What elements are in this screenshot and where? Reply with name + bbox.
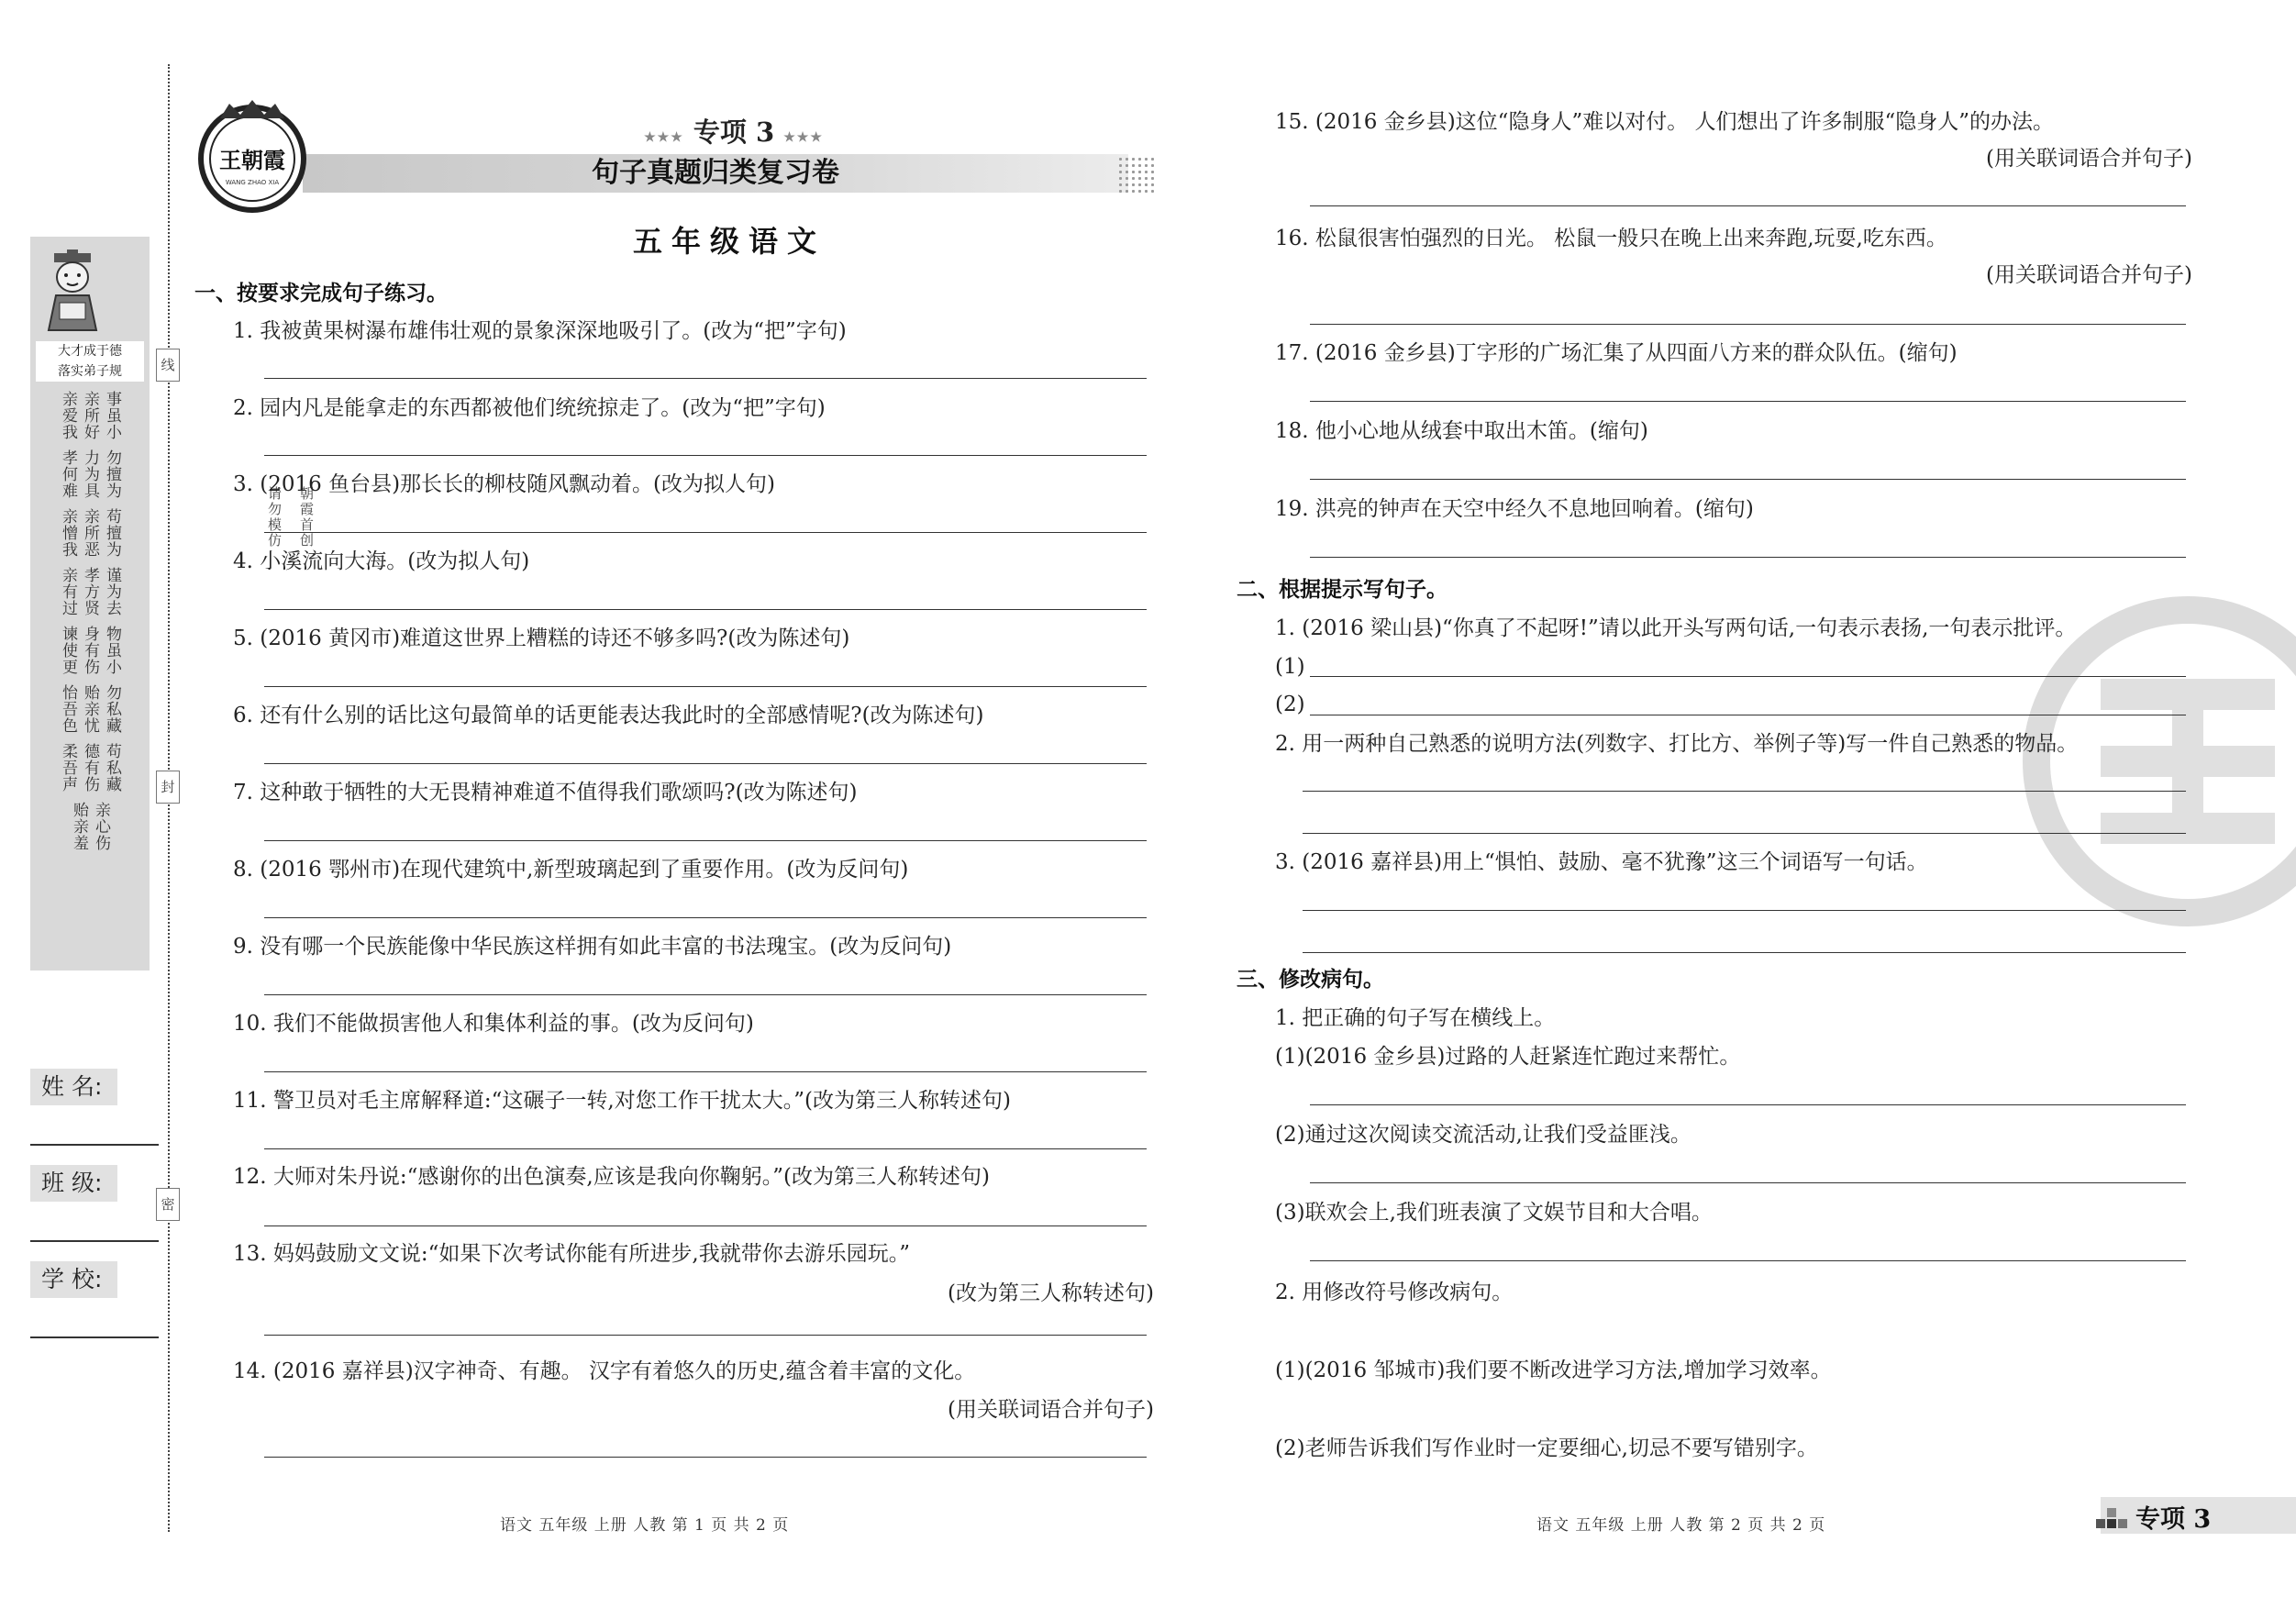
answer-line[interactable] [264, 1335, 1147, 1336]
answer-line[interactable] [264, 763, 1147, 764]
binding-mark-secret: 密 [156, 1188, 180, 1221]
motto [36, 341, 144, 382]
question-13: 13. 妈妈鼓励文文说:“如果下次考试你能有所进步,我就带你去游乐园玩。” [233, 1242, 910, 1266]
section-3-q1-part-2: (2)通过这次阅读交流活动,让我们受益匪浅。 [1275, 1123, 1691, 1147]
question-8: 8. (2016 鄂州市)在现代建筑中,新型玻璃起到了重要作用。(改为反问句) [233, 858, 909, 882]
question-9: 9. 没有哪一个民族能像中华民族这样拥有如此丰富的书法瑰宝。(改为反问句) [233, 935, 952, 959]
question-18: 18. 他小心地从绒套中取出木笛。(缩句) [1275, 419, 1648, 443]
section-3-q2-part-2[interactable]: (2)老师告诉我们写作业时一定要细心,切忌不要写错别字。 [1275, 1436, 1818, 1460]
special-topic-text: 专项 3 [693, 116, 775, 148]
verse-column: 贻亲羞 [70, 802, 88, 851]
name-field[interactable] [30, 1144, 159, 1146]
verse-column: 怡吾色 [59, 684, 77, 734]
binding-mark-line: 线 [156, 349, 180, 382]
answer-line[interactable] [264, 1457, 1147, 1458]
question-10: 10. 我们不能做损害他人和集体利益的事。(改为反问句) [233, 1012, 754, 1036]
verse-group [36, 802, 144, 851]
class-row [30, 1165, 159, 1261]
seal-watermark-icon [2023, 596, 2296, 926]
answer-line[interactable] [1310, 324, 2186, 325]
answer-line[interactable] [264, 917, 1147, 918]
page-2-footer: 语文 五年级 上册 人教 第 2 页 共 2 页 [1536, 1516, 1826, 1535]
verse-column: 亲所好 [81, 391, 99, 440]
question-19: 19. 洪亮的钟声在天空中经久不息地回响着。(缩句) [1275, 497, 1754, 521]
verse-group [36, 449, 144, 499]
section-3-question-1: 1. 把正确的句子写在横线上。 [1275, 1006, 1556, 1030]
logo-subtext: WANG ZHAO XIA [225, 179, 280, 186]
answer-line[interactable] [1303, 833, 2186, 834]
verse-column: 亲所恶 [81, 508, 99, 558]
answer-line[interactable] [264, 378, 1147, 379]
answer-line[interactable] [1303, 910, 2186, 911]
section-2-question-1: 1. (2016 梁山县)“你真了不起呀!”请以此开头写两句话,一句表示表扬,一句表示批评。 [1275, 616, 2077, 640]
warning-text-2: 请勿模仿 [266, 486, 283, 549]
question-3: 3. (2016 鱼台县)那长长的柳枝随风飘动着。(改为拟人句) [233, 472, 775, 496]
corner-squares-icon [2096, 1504, 2129, 1530]
question-14: 14. (2016 嘉祥县)汉字神奇、有趣。 汉字有着悠久的历史,蕴含着丰富的文化。 [233, 1359, 976, 1383]
verse-column: 孝方贤 [81, 567, 99, 616]
verse-column: 物虽小 [103, 626, 121, 675]
answer-line[interactable] [264, 994, 1147, 995]
class-label: 班 级: [30, 1165, 117, 1202]
section-3-q1-part-1: (1)(2016 金乡县)过路的人赶紧连忙跑过来帮忙。 [1275, 1045, 1741, 1069]
dizigui-verses [36, 391, 144, 851]
binding-mark-seal: 封 [156, 771, 180, 804]
answer-line[interactable] [264, 532, 1147, 533]
star-decoration-right: ★★★ [783, 130, 824, 145]
logo-text: 王朝霞 [219, 147, 285, 173]
answer-line[interactable] [1310, 1104, 2186, 1105]
answer-line[interactable] [1310, 401, 2186, 402]
section-3-question-2: 2. 用修改符号修改病句。 [1275, 1281, 1514, 1304]
class-field[interactable] [30, 1240, 159, 1242]
answer-line[interactable] [264, 686, 1147, 687]
answer-line[interactable] [1303, 791, 2186, 792]
answer-line[interactable] [264, 609, 1147, 610]
verse-column: 柔吾声 [59, 743, 77, 793]
answer-line[interactable] [1310, 1182, 2186, 1183]
school-label: 学 校: [30, 1261, 117, 1298]
section-2-question-3: 3. (2016 嘉祥县)用上“惧怕、鼓励、毫不犹豫”这三个词语写一句话。 [1275, 850, 1928, 874]
paper-title: 句子真题归类复习卷 [592, 157, 839, 189]
verse-column: 苟私藏 [103, 743, 121, 793]
verse-group [36, 567, 144, 616]
verse-column: 谨为去 [103, 567, 121, 616]
section-1-heading: 一、按要求完成句子练习。 [194, 282, 448, 305]
verse-column: 身有伤 [81, 626, 99, 675]
special-topic-label [624, 112, 844, 150]
question-15-requirement: (用关联词语合并句子) [1986, 147, 2192, 171]
question-7: 7. 这种敢于牺牲的大无畏精神难道不值得我们歌颂吗?(改为陈述句) [233, 781, 858, 804]
verse-column: 勿私藏 [103, 684, 121, 734]
answer-line[interactable] [1310, 205, 2186, 206]
corner-topic-label: 专项 3 [2135, 1505, 2212, 1534]
answer-line[interactable] [1310, 676, 2186, 677]
publisher-logo [193, 96, 312, 216]
warning-text-1: 朝霞首创 [298, 486, 315, 549]
verse-column: 亲爱我 [59, 391, 77, 440]
verse-group [36, 391, 144, 440]
verse-column: 贻亲忧 [81, 684, 99, 734]
verse-column: 勿擅为 [103, 449, 121, 499]
verse-column: 亲心伤 [92, 802, 110, 851]
question-1: 1. 我被黄果树瀑布雄伟壮观的景象深深地吸引了。(改为“把”字句) [233, 319, 847, 343]
question-13-requirement: (改为第三人称转述句) [948, 1281, 1154, 1305]
question-11: 11. 警卫员对毛主席解释道:“这碾子一转,对您工作干扰太大。”(改为第三人称转述句) [233, 1089, 1011, 1113]
question-17: 17. (2016 金乡县)丁字形的广场汇集了从四面八方来的群众队伍。(缩句) [1275, 341, 1958, 365]
question-12: 12. 大师对朱丹说:“感谢你的出色演奏,应该是我向你鞠躬。”(改为第三人称转述句) [233, 1165, 990, 1189]
verse-column: 亲有过 [59, 567, 77, 616]
grade-subject-title: 五年级语文 [632, 224, 826, 259]
verse-column: 亲憎我 [59, 508, 77, 558]
question-4: 4. 小溪流向大海。(改为拟人句) [233, 549, 530, 573]
verse-column: 德有伤 [81, 743, 99, 793]
school-row [30, 1261, 159, 1358]
star-decoration-left: ★★★ [644, 130, 684, 145]
question-14-requirement: (用关联词语合并句子) [948, 1398, 1154, 1422]
section-3-q1-part-3: (3)联欢会上,我们班表演了文娱节目和大合唱。 [1275, 1201, 1713, 1225]
question-6: 6. 还有什么别的话比这句最简单的话更能表达我此时的全部感情呢?(改为陈述句) [233, 704, 984, 727]
section-2-q1-part-1-label: (1) [1275, 655, 1305, 679]
page-1-footer: 语文 五年级 上册 人教 第 1 页 共 2 页 [500, 1516, 790, 1535]
verse-group [36, 626, 144, 675]
dizigui-panel [30, 237, 150, 970]
verse-group [36, 684, 144, 734]
question-15: 15. (2016 金乡县)这位“隐身人”难以对付。 人们想出了许多制服“隐身人”的办法。 [1275, 110, 2055, 134]
scholar-boy-icon [36, 250, 109, 332]
student-info [30, 1069, 159, 1358]
answer-line[interactable] [1310, 479, 2186, 480]
section-2-heading: 二、根据提示写句子。 [1237, 578, 1447, 602]
section-3-heading: 三、修改病句。 [1237, 968, 1384, 992]
question-16: 16. 松鼠很害怕强烈的日光。 松鼠一般只在晚上出来奔跑,玩耍,吃东西。 [1275, 227, 1947, 250]
answer-line[interactable] [1303, 952, 2186, 953]
answer-line[interactable] [264, 840, 1147, 841]
verse-column: 力为具 [81, 449, 99, 499]
section-3-q2-part-1[interactable]: (1)(2016 邹城市)我们要不断改进学习方法,增加学习效率。 [1275, 1359, 1832, 1382]
section-2-question-2: 2. 用一两种自己熟悉的说明方法(列数字、打比方、举例子等)写一件自己熟悉的物品。 [1275, 732, 2079, 756]
motto-line-1: 大才成于德 [58, 344, 122, 359]
question-5: 5. (2016 黄冈市)难道这世界上糟糕的诗还不够多吗?(改为陈述句) [233, 627, 850, 650]
question-16-requirement: (用关联词语合并句子) [1986, 263, 2192, 287]
verse-column: 事虽小 [103, 391, 121, 440]
verse-column: 苟擅为 [103, 508, 121, 558]
answer-line[interactable] [264, 455, 1147, 456]
name-row [30, 1069, 159, 1165]
answer-line[interactable] [264, 1225, 1147, 1226]
answer-line[interactable] [264, 1071, 1147, 1072]
answer-line[interactable] [264, 1148, 1147, 1149]
question-2: 2. 园内凡是能拿走的东西都被他们统统掠走了。(改为“把”字句) [233, 396, 826, 420]
answer-line[interactable] [1310, 1260, 2186, 1261]
verse-column: 孝何难 [59, 449, 77, 499]
verse-column: 谏使更 [59, 626, 77, 675]
section-2-q1-part-2-label: (2) [1275, 693, 1305, 716]
motto-line-2: 落实弟子规 [58, 364, 122, 379]
answer-line[interactable] [1310, 557, 2186, 558]
name-label: 姓 名: [30, 1069, 117, 1105]
verse-group [36, 508, 144, 558]
verse-group [36, 743, 144, 793]
school-field[interactable] [30, 1336, 159, 1338]
